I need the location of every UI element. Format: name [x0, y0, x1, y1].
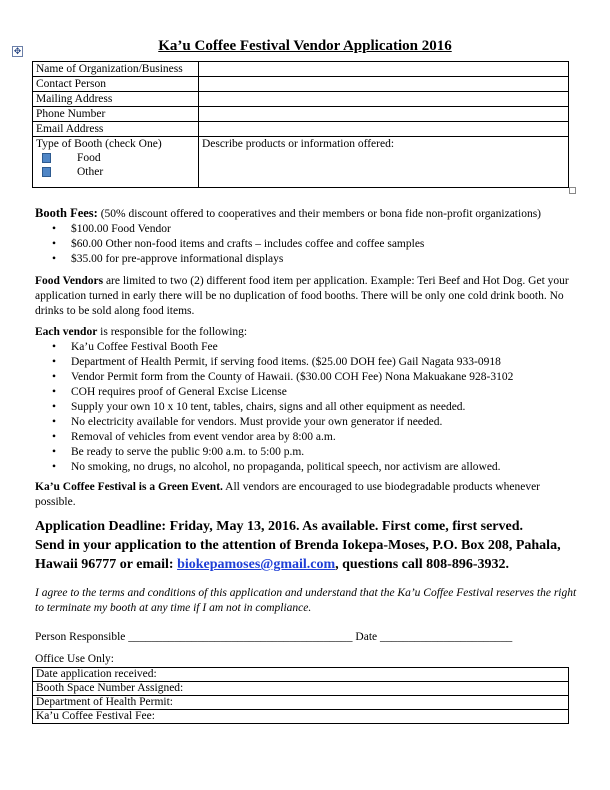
booth-type-cell [33, 137, 199, 188]
list-item: • Be ready to serve the public 9:00 a.m. to 5:00 p.m. [35, 445, 580, 460]
table-move-handle-icon[interactable]: ✥ [13, 46, 22, 56]
table-row [33, 62, 569, 77]
deadline-line: Application Deadline: Friday, May 13, 2016. As available. First come, first served. [35, 519, 524, 534]
food-vendors-section [35, 274, 580, 319]
describe-products-field[interactable] [199, 137, 569, 188]
booth-fees-section [35, 206, 580, 267]
office-use-heading: Office Use Only: [35, 653, 114, 665]
list-item: • COH requires proof of General Excise License [35, 385, 580, 400]
contact-person-input[interactable] [199, 77, 569, 92]
field-label: Mailing Address [33, 92, 199, 107]
phone-number-input[interactable] [199, 107, 569, 122]
office-field: Booth Space Number Assigned: [33, 682, 569, 696]
list-item: • $60.00 Other non-food items and crafts – includes coffee and coffee samples [35, 237, 580, 252]
booth-option-other[interactable] [36, 165, 195, 179]
table-row [33, 137, 569, 188]
table-row [33, 107, 569, 122]
checkbox-other[interactable] [42, 167, 51, 177]
food-vendors-heading: Food Vendors [35, 275, 104, 287]
list-item: • Vendor Permit form from the County of Hawaii. ($30.00 COH Fee) Nona Makuakane 928-3102 [35, 370, 580, 385]
table-row [33, 710, 569, 724]
checkbox-food[interactable] [42, 153, 51, 163]
field-label: Contact Person [33, 77, 199, 92]
booth-option-label: Other [77, 166, 104, 178]
date-field[interactable]: _______________________ [380, 631, 513, 643]
signature-line [35, 630, 580, 645]
office-use-table [32, 667, 569, 724]
each-vendor-text: is responsible for the following: [97, 326, 248, 338]
list-item: • Department of Health Permit, if serving food items. ($25.00 DOH fee) Gail Nagata 933-0918 [35, 355, 580, 370]
list-item: • Ka’u Coffee Festival Booth Fee [35, 340, 580, 355]
list-item: • Removal of vehicles from event vendor area by 8:00 a.m. [35, 430, 580, 445]
list-item: • No electricity available for vendors. Must provide your own generator if needed. [35, 415, 580, 430]
agreement-text: I agree to the terms and conditions of this application and understand that the Ka’u Coffee Festival reserves the right to terminate my booth at any time if I am not in compliance. [35, 587, 577, 614]
list-item: • Supply your own 10 x 10 tent, tables, chairs, signs and all other equipment as needed. [35, 400, 580, 415]
booth-fees-note: (50% discount offered to cooperatives and their members or bona fide non-profit organizations) [100, 208, 541, 220]
booth-option-food[interactable] [36, 151, 195, 165]
table-row [33, 682, 569, 696]
person-responsible-field[interactable]: _______________________________________ [128, 631, 353, 643]
send-to-text: Send in your application to the attention of Brenda Iokepa-Moses, P.O. Box 208, Pahala, Hawaii 96777 or email: [35, 538, 561, 572]
date-label: Date [355, 631, 378, 643]
green-event-text: All vendors are encouraged to use biodegradable products whenever possible. [35, 481, 541, 508]
list-item: • $100.00 Food Vendor [35, 222, 580, 237]
each-vendor-section [35, 325, 580, 475]
vendor-info-table [32, 61, 569, 188]
page-title: Ka’u Coffee Festival Vendor Application 2016 [158, 38, 452, 54]
table-row [33, 122, 569, 137]
office-field: Date application received: [33, 668, 569, 682]
table-row [33, 77, 569, 92]
table-row [33, 92, 569, 107]
each-vendor-heading: Each vendor [35, 326, 98, 338]
table-row [33, 668, 569, 682]
deadline-section [35, 517, 580, 574]
green-event-section [35, 480, 580, 510]
email-address-input[interactable] [199, 122, 569, 137]
field-label: Email Address [33, 122, 199, 137]
field-label: Name of Organization/Business [33, 62, 199, 77]
table-resize-handle[interactable] [569, 187, 576, 194]
list-item: • $35.00 for pre-approve informational displays [35, 252, 580, 267]
describe-label: Describe products or information offered: [202, 138, 395, 150]
office-field: Department of Health Permit: [33, 696, 569, 710]
person-responsible-label: Person Responsible [35, 631, 126, 643]
organization-input[interactable] [199, 62, 569, 77]
list-item: • No smoking, no drugs, no alcohol, no propaganda, political speech, nor activism are allowed. [35, 460, 580, 475]
office-field: Ka’u Coffee Festival Fee: [33, 710, 569, 724]
mailing-address-input[interactable] [199, 92, 569, 107]
email-link[interactable]: biokepamoses@gmail.com [177, 557, 336, 572]
field-label: Phone Number [33, 107, 199, 122]
booth-fees-heading: Booth Fees: [35, 206, 98, 220]
booth-option-label: Food [77, 152, 101, 164]
green-event-heading: Ka’u Coffee Festival is a Green Event. [35, 481, 223, 493]
food-vendors-text: are limited to two (2) different food item per application. Example: Teri Beef and Hot Dog. Get your application turned in early there will be no duplication of food booths. There will be only one cold drink booth. No drinks to be sold along food items. [35, 275, 569, 317]
table-row [33, 696, 569, 710]
booth-type-label: Type of Booth (check One) [36, 138, 162, 150]
questions-text: , questions call 808-896-3932. [335, 557, 509, 572]
